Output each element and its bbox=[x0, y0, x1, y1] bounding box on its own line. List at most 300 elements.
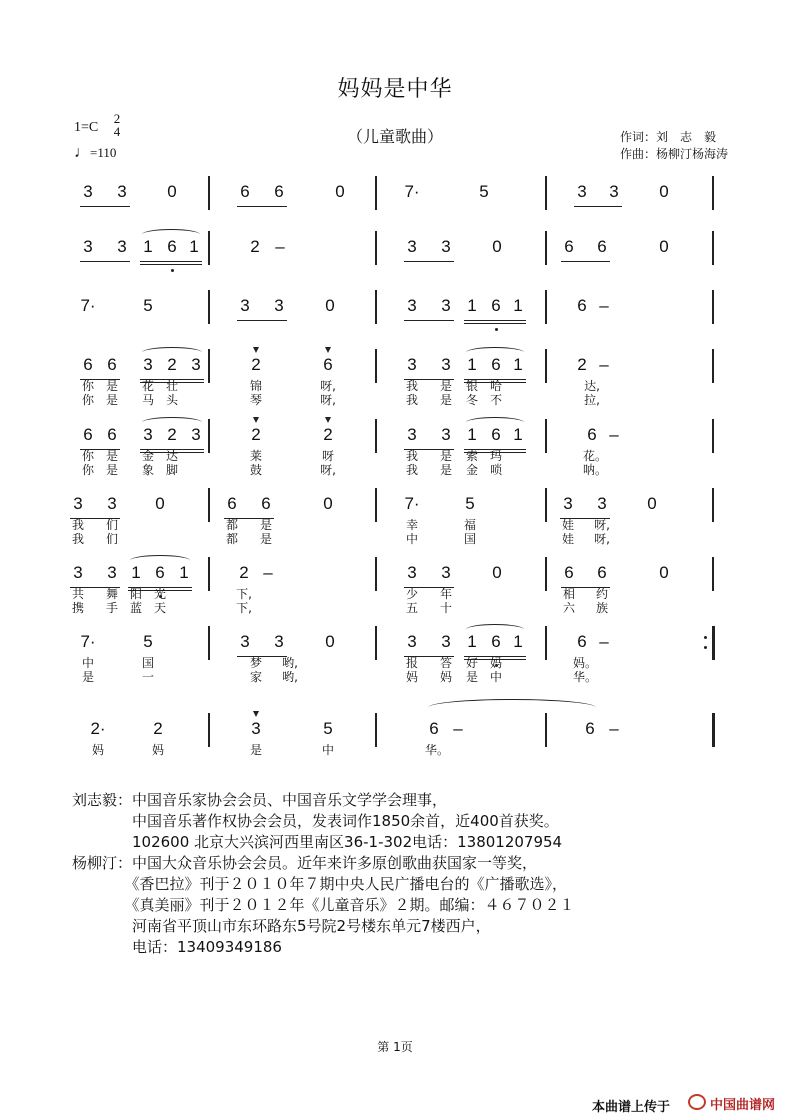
note: 3 bbox=[441, 296, 451, 315]
note: 3 bbox=[563, 494, 573, 513]
bar-line bbox=[208, 176, 210, 210]
note: 3 bbox=[191, 425, 201, 444]
note: 2 bbox=[167, 425, 177, 444]
note: 3 bbox=[441, 237, 451, 256]
tie-slur bbox=[142, 417, 202, 428]
lyric-syllable: 呀, bbox=[594, 518, 610, 532]
bar-line bbox=[208, 557, 210, 591]
note: 6 bbox=[323, 355, 333, 374]
lyric-syllable: 是 bbox=[439, 393, 452, 407]
page-number: 第 1页 bbox=[377, 1040, 413, 1054]
note: 6 bbox=[83, 355, 93, 374]
tie-slur bbox=[466, 624, 524, 635]
bar-line bbox=[712, 290, 714, 324]
lyricist-credit: 作词：刘 志 毅 bbox=[620, 130, 717, 144]
score-row bbox=[0, 355, 790, 425]
lyric-syllable: 下, bbox=[236, 587, 252, 601]
lyric-syllable: 族 bbox=[595, 601, 608, 615]
lyric-syllable: 妈。 bbox=[573, 656, 598, 670]
bar-line bbox=[375, 713, 377, 747]
lyric-syllable: 鼓 bbox=[249, 463, 262, 477]
lyric-syllable: 索 bbox=[465, 449, 478, 463]
site-logo-icon bbox=[688, 1094, 706, 1110]
note: 1 bbox=[467, 632, 477, 651]
tie-slur bbox=[142, 229, 200, 240]
beam-underline bbox=[464, 320, 526, 321]
lyric-syllable: 呀, bbox=[594, 532, 610, 546]
note: 2 bbox=[251, 425, 261, 444]
lyric-syllable: 答 bbox=[439, 656, 452, 670]
note: 6 bbox=[167, 237, 177, 256]
note: 6 bbox=[83, 425, 93, 444]
repeat-dot bbox=[704, 646, 707, 649]
bar-line bbox=[208, 290, 210, 324]
note: 1 bbox=[513, 355, 523, 374]
lyric-syllable: 华。 bbox=[573, 670, 598, 684]
bio-line: 电话：13409349186 bbox=[72, 938, 282, 956]
note: 3 bbox=[407, 355, 417, 374]
bar-line bbox=[545, 488, 547, 522]
score-row bbox=[0, 563, 790, 633]
bar-line bbox=[375, 557, 377, 591]
bar-line bbox=[545, 176, 547, 210]
bar-line bbox=[545, 419, 547, 453]
beam-underline bbox=[464, 323, 526, 324]
score-row bbox=[0, 494, 790, 564]
bar-line bbox=[375, 176, 377, 210]
note: 3 bbox=[407, 632, 417, 651]
lyric-syllable: 是 bbox=[81, 670, 94, 684]
note: 2 bbox=[167, 355, 177, 374]
lyric-syllable: 脚 bbox=[165, 463, 178, 477]
time-signature-bottom: 4 bbox=[113, 124, 121, 139]
note: 3 bbox=[251, 719, 261, 738]
note: 6 bbox=[587, 425, 597, 444]
note: – bbox=[263, 563, 273, 582]
note: 1 bbox=[467, 296, 477, 315]
score-row bbox=[0, 425, 790, 495]
lyric-syllable: 是 bbox=[259, 532, 272, 546]
lyric-syllable: 十 bbox=[439, 601, 452, 615]
lyric-syllable: 我 bbox=[405, 379, 418, 393]
lyric-syllable: 玛 bbox=[489, 449, 502, 463]
accent-marker bbox=[325, 347, 331, 353]
bar-line bbox=[545, 626, 547, 660]
note: 3 bbox=[407, 563, 417, 582]
beam-underline bbox=[404, 320, 454, 321]
lyric-syllable: 呐。 bbox=[583, 463, 608, 477]
tie-slur bbox=[130, 555, 190, 566]
accent-marker bbox=[253, 711, 259, 717]
lyric-syllable: 是 bbox=[439, 449, 452, 463]
bio-line: 刘志毅：中国音乐家协会会员、中国音乐文学学会理事， bbox=[72, 791, 448, 809]
bio-line: 《真美丽》刊于２０１２年《儿童音乐》２期。邮编：４６７０２１ bbox=[72, 896, 575, 914]
lyric-syllable: 少 bbox=[405, 587, 418, 601]
lyric-syllable: 妈 bbox=[151, 743, 164, 757]
lyric-syllable: 我 bbox=[71, 532, 84, 546]
note: 6 bbox=[429, 719, 439, 738]
lower-octave-dot bbox=[171, 269, 174, 272]
lyric-syllable: 中 bbox=[321, 743, 334, 757]
bar-line bbox=[208, 419, 210, 453]
lyric-syllable: 国 bbox=[463, 532, 476, 546]
note: 6 bbox=[107, 355, 117, 374]
bar-line bbox=[712, 626, 715, 660]
note: 6 bbox=[491, 355, 501, 374]
lyric-syllable: 梦 bbox=[249, 656, 262, 670]
note: 0 bbox=[323, 494, 333, 513]
lyric-syllable: 妈 bbox=[439, 670, 452, 684]
lyric-syllable: 蓝 bbox=[129, 601, 142, 615]
tie-slur bbox=[428, 699, 596, 716]
bar-line bbox=[208, 349, 210, 383]
bar-line bbox=[208, 488, 210, 522]
tie-slur bbox=[142, 347, 202, 358]
lyric-syllable: 是 bbox=[105, 463, 118, 477]
note: – bbox=[599, 632, 609, 651]
note: 5 bbox=[465, 494, 475, 513]
note: 5 bbox=[143, 632, 153, 651]
note: 0 bbox=[659, 182, 669, 201]
lyric-syllable: 你 bbox=[81, 449, 94, 463]
note: 3 bbox=[609, 182, 619, 201]
lyric-syllable: 我 bbox=[405, 463, 418, 477]
note: 3 bbox=[117, 237, 127, 256]
note: 6 bbox=[107, 425, 117, 444]
note: 6 bbox=[274, 182, 284, 201]
note: 2 bbox=[250, 237, 260, 256]
note: 3 bbox=[240, 632, 250, 651]
note: 6 bbox=[564, 237, 574, 256]
lyric-syllable: 中 bbox=[81, 656, 94, 670]
lyric-syllable: 你 bbox=[81, 393, 94, 407]
note: 3 bbox=[407, 237, 417, 256]
bar-line bbox=[712, 488, 714, 522]
note: 2 bbox=[577, 355, 587, 374]
bar-line bbox=[208, 713, 210, 747]
note: 6 bbox=[491, 296, 501, 315]
bio-line: 102600 北京大兴滨河西里南区36-1-302电话：13801207954 bbox=[72, 833, 563, 851]
lyric-syllable: 你 bbox=[81, 379, 94, 393]
lyric-syllable: 好 bbox=[465, 656, 478, 670]
lyric-syllable: 不 bbox=[489, 393, 502, 407]
lyric-syllable: 携 bbox=[71, 601, 84, 615]
note: 7· bbox=[404, 494, 420, 513]
note: 5 bbox=[323, 719, 333, 738]
lower-octave-dot bbox=[495, 328, 498, 331]
lyric-syllable: 们 bbox=[105, 532, 118, 546]
note: 0 bbox=[492, 563, 502, 582]
tie-slur bbox=[466, 347, 524, 358]
lyric-syllable: 唢 bbox=[489, 463, 502, 477]
lyric-syllable: 哟, bbox=[282, 656, 298, 670]
note: 2 bbox=[251, 355, 261, 374]
note: 0 bbox=[647, 494, 657, 513]
note: 3 bbox=[107, 494, 117, 513]
lyric-syllable: 金 bbox=[141, 449, 154, 463]
note: 1 bbox=[513, 296, 523, 315]
bio-line: 中国音乐著作权协会会员，发表词作1850余首，近400首获奖。 bbox=[72, 812, 559, 830]
note: 3 bbox=[191, 355, 201, 374]
lyric-syllable: 妈 bbox=[91, 743, 104, 757]
accent-marker bbox=[325, 417, 331, 423]
bar-line bbox=[375, 626, 377, 660]
quarter-note-icon: ♩ bbox=[74, 144, 90, 161]
note: 3 bbox=[274, 296, 284, 315]
lyric-syllable: 银 bbox=[465, 379, 478, 393]
lyric-syllable: 是 bbox=[249, 743, 262, 757]
note: 3 bbox=[441, 563, 451, 582]
note: 6 bbox=[155, 563, 165, 582]
note: 0 bbox=[167, 182, 177, 201]
bar-line bbox=[712, 557, 714, 591]
note: 1 bbox=[513, 425, 523, 444]
lyric-syllable: 们 bbox=[105, 518, 118, 532]
bar-line bbox=[545, 290, 547, 324]
note: 1 bbox=[179, 563, 189, 582]
bar-line bbox=[375, 419, 377, 453]
bar-line bbox=[545, 713, 547, 747]
bio-line: 河南省平顶山市东环路东5号院2号楼东单元7楼西户， bbox=[72, 917, 491, 935]
lyric-syllable: 头 bbox=[165, 393, 178, 407]
lyric-syllable: 呀, bbox=[320, 463, 336, 477]
note: 3 bbox=[143, 425, 153, 444]
beam-underline bbox=[80, 261, 130, 262]
repeat-dot bbox=[704, 636, 707, 639]
song-subtitle: （儿童歌曲） bbox=[346, 127, 443, 146]
note: 6 bbox=[564, 563, 574, 582]
lyric-syllable: 都 bbox=[225, 518, 238, 532]
note: 1 bbox=[467, 425, 477, 444]
note: 3 bbox=[274, 632, 284, 651]
note: – bbox=[599, 296, 609, 315]
beam-underline bbox=[80, 206, 130, 207]
accent-marker bbox=[253, 417, 259, 423]
lyric-syllable: 舞 bbox=[105, 587, 118, 601]
note: 6 bbox=[577, 296, 587, 315]
note: 3 bbox=[117, 182, 127, 201]
note: – bbox=[609, 425, 619, 444]
beam-underline bbox=[574, 206, 622, 207]
note: 6 bbox=[227, 494, 237, 513]
lyric-syllable: 娃 bbox=[561, 532, 574, 546]
lyric-syllable: 金 bbox=[465, 463, 478, 477]
lyric-syllable: 呀, bbox=[320, 379, 336, 393]
beam-underline bbox=[404, 261, 454, 262]
note: 6 bbox=[261, 494, 271, 513]
lyric-syllable: 年 bbox=[439, 587, 452, 601]
note: 3 bbox=[597, 494, 607, 513]
note: 2 bbox=[239, 563, 249, 582]
lyric-syllable: 都 bbox=[225, 532, 238, 546]
note: 2· bbox=[90, 719, 106, 738]
site-brand: 中国曲谱网 bbox=[710, 1098, 776, 1113]
lyric-syllable: 莱 bbox=[249, 449, 262, 463]
beam-underline bbox=[237, 320, 287, 321]
lyric-syllable: 呀, bbox=[320, 393, 336, 407]
lyric-syllable: 光 bbox=[153, 587, 166, 601]
note: 1 bbox=[189, 237, 199, 256]
beam-underline bbox=[140, 261, 202, 262]
note: 3 bbox=[83, 182, 93, 201]
lyric-syllable: 福 bbox=[463, 518, 476, 532]
time-signature-top: 2 bbox=[113, 111, 121, 126]
lyric-syllable: 手 bbox=[105, 601, 118, 615]
bar-line bbox=[545, 557, 547, 591]
note: 6 bbox=[597, 563, 607, 582]
note: – bbox=[599, 355, 609, 374]
note: – bbox=[609, 719, 619, 738]
lyric-syllable: 马 bbox=[141, 393, 154, 407]
bar-line bbox=[712, 713, 715, 747]
note: 0 bbox=[325, 296, 335, 315]
note: 7· bbox=[404, 182, 420, 201]
note: 2 bbox=[323, 425, 333, 444]
note: 6 bbox=[597, 237, 607, 256]
lyric-syllable: 琴 bbox=[249, 393, 262, 407]
lyric-syllable: 我 bbox=[405, 449, 418, 463]
bar-line bbox=[375, 488, 377, 522]
note: 1 bbox=[143, 237, 153, 256]
lyric-syllable: 是 bbox=[439, 463, 452, 477]
lyric-syllable: 哈 bbox=[489, 379, 502, 393]
lyric-syllable: 象 bbox=[141, 463, 154, 477]
note: 7· bbox=[80, 632, 96, 651]
bar-line bbox=[545, 349, 547, 383]
note: 3 bbox=[240, 296, 250, 315]
note: 0 bbox=[155, 494, 165, 513]
lyric-syllable: 是 bbox=[259, 518, 272, 532]
lyric-syllable: 妈 bbox=[489, 656, 502, 670]
bio-line: 杨柳汀：中国大众音乐协会会员。近年来许多原创歌曲获国家一等奖， bbox=[72, 854, 538, 872]
score-row bbox=[0, 632, 790, 702]
bio-line: 《香巴拉》刊于２０１０年７期中央人民广播电台的《广播歌选》， bbox=[72, 875, 568, 893]
composer-credit: 作曲：杨柳汀杨海涛 bbox=[620, 147, 729, 161]
note: 1 bbox=[513, 632, 523, 651]
lyric-syllable: 幸 bbox=[405, 518, 418, 532]
lyric-syllable: 壮 bbox=[165, 379, 178, 393]
song-title: 妈妈是中华 bbox=[337, 77, 453, 102]
note: 6 bbox=[491, 632, 501, 651]
note: 6 bbox=[491, 425, 501, 444]
lyric-syllable: 拉, bbox=[584, 393, 600, 407]
lyric-syllable: 阳 bbox=[129, 587, 142, 601]
note: 3 bbox=[577, 182, 587, 201]
tempo-value: =110 bbox=[90, 145, 117, 160]
bar-line bbox=[712, 176, 714, 210]
note: 3 bbox=[441, 425, 451, 444]
accent-marker bbox=[253, 347, 259, 353]
bar-line bbox=[545, 231, 547, 265]
footer-upload-text: 本曲谱上传于 bbox=[592, 1100, 671, 1115]
time-signature bbox=[110, 112, 124, 138]
note: 6 bbox=[577, 632, 587, 651]
note: 5 bbox=[143, 296, 153, 315]
note: 3 bbox=[73, 494, 83, 513]
lyric-syllable: 五 bbox=[405, 601, 418, 615]
lyric-syllable: 相 bbox=[562, 587, 575, 601]
lyric-syllable: 花 bbox=[141, 379, 154, 393]
lyric-syllable: 一 bbox=[141, 670, 154, 684]
bar-line bbox=[712, 231, 714, 265]
note: 2 bbox=[153, 719, 163, 738]
note: 0 bbox=[492, 237, 502, 256]
lyric-syllable: 六 bbox=[562, 601, 575, 615]
lyric-syllable: 是 bbox=[439, 379, 452, 393]
lyric-syllable: 冬 bbox=[465, 393, 478, 407]
lyric-syllable: 达, bbox=[584, 379, 600, 393]
lyric-syllable: 中 bbox=[405, 532, 418, 546]
note: 0 bbox=[325, 632, 335, 651]
lyric-syllable: 哟, bbox=[282, 670, 298, 684]
note: 1 bbox=[467, 355, 477, 374]
tie-slur bbox=[466, 417, 524, 428]
note: 3 bbox=[83, 237, 93, 256]
lyric-syllable: 共 bbox=[71, 587, 84, 601]
note: 3 bbox=[441, 632, 451, 651]
beam-underline bbox=[140, 264, 202, 265]
lyric-syllable: 是 bbox=[105, 379, 118, 393]
lyric-syllable: 娃 bbox=[561, 518, 574, 532]
note: – bbox=[453, 719, 463, 738]
note: 0 bbox=[659, 237, 669, 256]
lyric-syllable: 是 bbox=[105, 393, 118, 407]
lyric-syllable: 是 bbox=[105, 449, 118, 463]
note: 3 bbox=[407, 425, 417, 444]
beam-underline bbox=[237, 206, 287, 207]
note: – bbox=[275, 237, 285, 256]
lyric-syllable: 你 bbox=[81, 463, 94, 477]
bar-line bbox=[208, 231, 210, 265]
lyric-syllable: 下, bbox=[236, 601, 252, 615]
lyric-syllable: 达 bbox=[165, 449, 178, 463]
lyric-syllable: 锦 bbox=[249, 379, 262, 393]
beam-underline bbox=[561, 261, 610, 262]
lyric-syllable: 华。 bbox=[425, 743, 450, 757]
lyric-syllable: 报 bbox=[405, 656, 418, 670]
bar-line bbox=[712, 349, 714, 383]
lyric-syllable: 呀 bbox=[321, 449, 334, 463]
note: 5 bbox=[479, 182, 489, 201]
note: 0 bbox=[659, 563, 669, 582]
lyric-syllable: 约 bbox=[595, 587, 608, 601]
bar-line bbox=[712, 419, 714, 453]
lyric-syllable: 我 bbox=[71, 518, 84, 532]
note: 3 bbox=[143, 355, 153, 374]
lyric-syllable: 妈 bbox=[405, 670, 418, 684]
bar-line bbox=[208, 626, 210, 660]
lyric-syllable: 中 bbox=[489, 670, 502, 684]
lyric-syllable: 天 bbox=[153, 601, 166, 615]
note: 7· bbox=[80, 296, 96, 315]
note: 3 bbox=[407, 296, 417, 315]
note: 6 bbox=[240, 182, 250, 201]
lyric-syllable: 国 bbox=[141, 656, 154, 670]
note: 3 bbox=[73, 563, 83, 582]
note: 6 bbox=[585, 719, 595, 738]
lyric-syllable: 家 bbox=[249, 670, 262, 684]
note: 0 bbox=[335, 182, 345, 201]
bar-line bbox=[375, 231, 377, 265]
key-signature: 1=C bbox=[74, 120, 99, 135]
lyric-syllable: 我 bbox=[405, 393, 418, 407]
note: 3 bbox=[107, 563, 117, 582]
bar-line bbox=[375, 349, 377, 383]
note: 1 bbox=[131, 563, 141, 582]
note: 3 bbox=[441, 355, 451, 374]
lyric-syllable: 是 bbox=[465, 670, 478, 684]
bar-line bbox=[375, 290, 377, 324]
